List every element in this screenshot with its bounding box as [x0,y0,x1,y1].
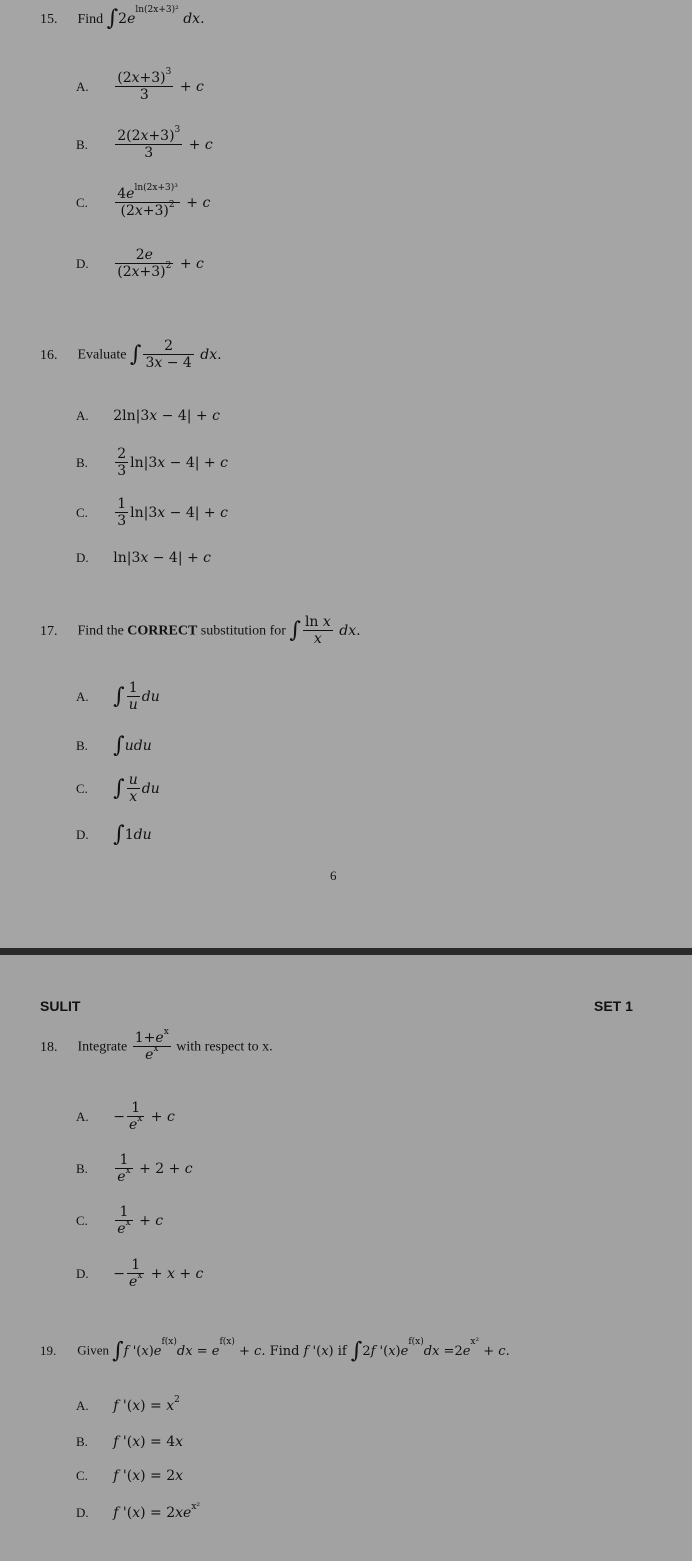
option-expression: ∫ $\frac{1}{u}$ du [113,680,160,714]
option-17-a[interactable] [76,680,160,713]
option-letter: C. [76,780,88,796]
option-16-b[interactable] [76,446,228,479]
option-15-c[interactable] [76,183,211,220]
page-divider [0,948,692,955]
option-letter: B. [76,136,88,152]
option-expression: f '$(x) = 2xe^{x^2}$ [113,1502,200,1521]
option-expression: $\frac{2e}{(2x+3)^2}$ + c [117,247,204,281]
option-19-c[interactable] [76,1468,183,1484]
option-expression: ∫ $\frac{u}{x}$ du [113,772,160,806]
option-letter: B. [76,1434,88,1449]
question-expression: $\int 2e^{ln(2x+3)^2}$ dx. [106,5,205,31]
option-expression: $\frac{1}{e^x}$ + c [117,1204,164,1238]
option-15-d[interactable] [76,247,204,280]
option-18-d[interactable] [76,1257,203,1290]
option-letter: A. [76,78,89,94]
option-19-b[interactable] [76,1434,183,1450]
option-letter: D. [76,1265,89,1281]
question-17 [40,614,361,647]
option-expression: $\frac{2}{3}$ ln|3x − 4| + c [117,446,228,480]
question-stem: Integrate [77,1039,128,1055]
question-stem: substitution for [200,623,286,639]
question-15 [40,5,205,31]
option-expression: f '$(x) = x^2$ [113,1395,180,1414]
option-letter: C. [76,504,88,520]
option-letter: A. [76,1398,89,1413]
option-expression: ∫udu [113,733,152,758]
option-letter: B. [76,454,88,470]
page-number: 6 [330,868,337,883]
option-expression: − $\frac{1}{e^x}$ + x + c [113,1257,204,1291]
option-expression: $\frac{1}{e^x}$ + 2 + c [117,1152,193,1186]
question-stem: Given [77,1342,110,1358]
option-letter: B. [76,1160,88,1176]
option-letter: D. [76,255,89,271]
option-letter: C. [76,1212,88,1228]
question-stem: Find [77,12,104,27]
option-expression: ∫1du [113,822,152,847]
option-expression: 2ln|3x − 4| + c [113,408,220,424]
option-16-a[interactable] [76,408,220,424]
option-17-c[interactable] [76,772,160,805]
question-expression: $\frac{1+e^x}{e^x}$ [134,1027,169,1064]
question-stem-post: with respect to x. [176,1039,273,1055]
option-expression: ln|3x − 4| + c [113,550,212,566]
question-expression: ∫f '$(x)e^{f(x)}dx = e^{f(x)} + c$. Find f '(x) if ∫2f '$(x)e^{f(x)}dx =2e^{x^2} + c$. [112,1337,510,1363]
option-17-b[interactable] [76,735,152,757]
option-letter: A. [76,1108,89,1124]
question-number: 17. [40,623,58,639]
option-18-a[interactable] [76,1100,175,1133]
option-expression: f '(x) = 4x [113,1434,184,1450]
option-letter: C. [76,1468,88,1483]
question-18 [40,1027,273,1064]
question-expression: ∫ $\frac{\text{ln x}}{x}$ dx. [289,614,361,648]
option-expression: f '(x) = 2x [113,1468,184,1484]
question-19 [40,1337,510,1363]
option-18-c[interactable] [76,1204,163,1237]
question-number: 15. [40,12,58,27]
question-stem: Evaluate [77,347,127,363]
header-sulit: SULIT [40,998,81,1014]
option-letter: B. [76,738,88,753]
question-stem-emphasis: CORRECT [127,623,198,639]
option-expression: $\frac{1}{3}$ ln|3x − 4| + c [117,496,228,530]
option-19-a[interactable] [76,1395,180,1414]
question-16 [40,338,222,371]
option-letter: A. [76,688,89,704]
option-letter: A. [76,408,89,423]
header-set: SET 1 [594,998,633,1014]
option-letter: D. [76,827,89,842]
question-number: 16. [40,347,58,363]
option-15-a[interactable] [76,67,204,104]
option-17-d[interactable] [76,824,152,846]
option-expression: − $\frac{1}{e^x}$ + c [113,1100,175,1134]
option-letter: D. [76,1505,89,1520]
option-16-d[interactable] [76,550,211,566]
question-number: 19. [40,1342,57,1358]
option-letter: C. [76,194,88,210]
option-15-b[interactable] [76,125,213,162]
option-letter: D. [76,550,89,565]
question-expression: ∫ $\frac{2}{3x - 4}$ dx. [129,338,222,372]
option-19-d[interactable] [76,1502,200,1521]
option-16-c[interactable] [76,496,228,529]
option-expression: $\frac{(2x+3)^3}{3}$ + c [117,67,204,104]
question-stem: Find the [77,623,124,639]
question-number: 18. [40,1039,58,1055]
option-expression: $\frac{4e^{ln(2x+3)^3}}{(2x+3)^2}$ + c [117,183,211,220]
option-expression: $\frac{2(2x+3)^3}{3}$ + c [117,125,213,162]
option-18-b[interactable] [76,1152,193,1185]
